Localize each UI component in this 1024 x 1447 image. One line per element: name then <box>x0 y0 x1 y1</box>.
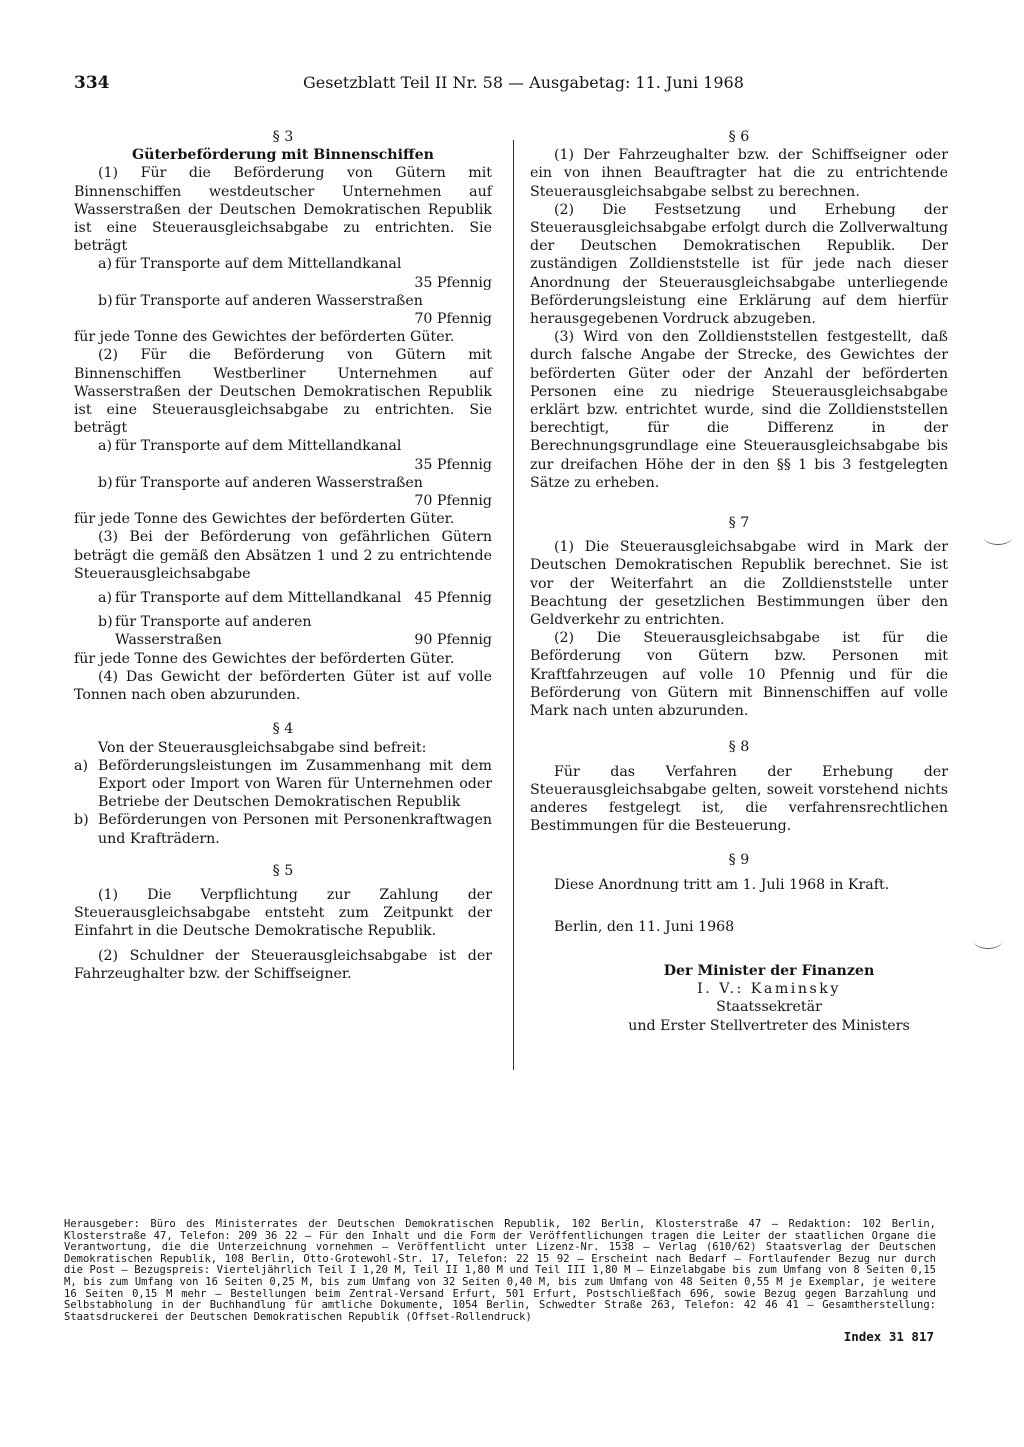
list-text: für Transporte auf anderen Wasserstraßen <box>115 614 312 649</box>
section-3-heading: Güterbeförderung mit Binnenschiffen <box>132 147 434 164</box>
page-header <box>74 73 954 99</box>
left-column <box>74 128 492 983</box>
section-3-para-2: (2) Für die Beförderung von Gütern mit Binnenschiffen Westberliner Unternehmen auf Wasserstraßen der Deutschen Demokratischen Republik ist eine Steuerausgleichsabgabe zu entrichten. Sie beträgt <box>74 347 492 437</box>
rate-value: 90 Pfennig <box>414 632 492 649</box>
list-text: Beförderungsleistungen im Zusammenhang mit dem Export oder Import von Waren für Unternehmen oder Betriebe der Deutschen Demokratischen Republik <box>98 757 492 811</box>
rate-value: 70 Pfennig <box>414 311 492 328</box>
section-3-para-3: (3) Bei der Beförderung von gefährlichen Gütern beträgt die gemäß den Absätzen 1 und 2 zu entrichtende Steuerausgleichsabgabe <box>74 529 492 582</box>
list-text: für Transporte auf dem Mittellandkanal <box>115 590 402 607</box>
signature-title: Staatssekretär <box>716 999 822 1016</box>
gazette-title: Gesetzblatt Teil II Nr. 58 — Ausgabetag: 11. Juni 1968 <box>303 73 744 92</box>
list-item <box>98 613 492 649</box>
rate-value: 35 Pfennig <box>414 274 492 291</box>
list-letter: b) <box>98 292 113 309</box>
list-letter: a) <box>98 590 112 607</box>
margin-mark <box>984 530 1012 545</box>
section-6-label: § 6 <box>728 129 750 145</box>
signature-title: und Erster Stellvertreter des Ministers <box>628 1017 910 1034</box>
list-letter: a) <box>98 256 112 273</box>
section-9-para-1: Diese Anordnung tritt am 1. Juli 1968 in Kraft. <box>554 876 890 893</box>
section-9-label: § 9 <box>728 852 750 869</box>
section-6-para-2: (2) Die Festsetzung und Erhebung der Steuerausgleichsabgabe erfolgt durch die Zollverwaltung der Deutschen Demokratischen Republik. Der zuständigen Zolldienststelle ist für jede nach dieser Anordnung der Steuerausgleichsabgabe unterliegende Beförderungsleistung eine Erklärung auf dem hierfür herausgegebenen Vordruck abzugeben. <box>530 201 948 328</box>
rate-value: 45 Pfennig <box>414 590 492 607</box>
rate-value: 70 Pfennig <box>414 493 492 510</box>
column-divider <box>513 140 514 1070</box>
section-3-para-4: (4) Das Gewicht der beförderten Güter ist auf volle Tonnen nach oben abzurunden. <box>74 668 492 704</box>
imprint-footer <box>64 1219 936 1323</box>
list-text: für Transporte auf anderen Wasserstraßen <box>115 292 423 309</box>
section-7-para-2: (2) Die Steuerausgleichsabgabe ist für die Beförderung von Gütern bzw. Personen mit Kraftfahrzeugen auf volle 10 Pfennig und für die Beförderung von Gütern mit Binnenschiffen auf volle Mark nach unten abzurunden. <box>530 630 948 720</box>
list-item <box>98 292 492 310</box>
section-8-label: § 8 <box>728 739 750 756</box>
section-3-para-1-tail: für jede Tonne des Gewichtes der beförderten Güter. <box>74 329 455 346</box>
list-letter: b) <box>98 614 113 631</box>
rate-value: 35 Pfennig <box>414 456 492 473</box>
date-line: Berlin, den 11. Juni 1968 <box>554 918 735 935</box>
signature-block <box>530 962 948 1035</box>
margin-mark <box>974 934 1002 949</box>
right-column <box>530 128 948 1035</box>
list-item <box>98 589 492 607</box>
index-number: Index 31 817 <box>843 1329 934 1344</box>
list-text: für Transporte auf dem Mittellandkanal <box>115 438 402 455</box>
section-3-para-1: (1) Für die Beförderung von Gütern mit Binnenschiffen westdeutscher Unternehmen auf Wasserstraßen der Deutschen Demokratischen Republik ist eine Steuerausgleichsabgabe zu entrichten. Sie beträgt <box>74 165 492 255</box>
section-5-para-1: (1) Die Verpflichtung zur Zahlung der Steuerausgleichsabgabe entsteht zum Zeitpunkt der Einfahrt in die Deutsche Demokratische Republik. <box>74 886 492 940</box>
list-text: für Transporte auf anderen Wasserstraßen <box>115 474 423 491</box>
list-letter: b) <box>98 474 113 491</box>
list-text: für Transporte auf dem Mittellandkanal <box>115 256 402 273</box>
imprint-text: Herausgeber: Büro des Ministerrates der Deutschen Demokratischen Republik, 102 Berlin, Klosterstraße 47 — Redaktion: 102 Berlin, Klosterstraße 47, Telefon: 209 36 22 — Für den Inhalt und die Form der Veröffentlichungen tragen die Leiter der staatlichen Organe die Verantwortung, die die Unterzeichnung vornehmen — Veröffentlicht unter Lizenz-Nr. 1538 — Verlag (610/62) Staatsverlag der Deutschen Demokratischen Republik, 108 Berlin, Otto-Grotewohl-Str. 17, Telefon: 22 15 92 — Erscheint nach Bedarf — Fortlaufender Bezug nur durch die Post — Bezugspreis: Vierteljährlich Teil I 1,20 M, Teil II 1,80 M und Teil III 1,80 M — Einzelabgabe bis zum Umfang von 8 Seiten 0,15 M, bis zum Umfang von 16 Seiten 0,25 M, bis zum Umfang von 32 Seiten 0,40 M, bis zum Umfang von 48 Seiten 0,55 M je Exemplar, je weitere 16 Seiten 0,15 M mehr — Bestellungen beim Zentral-Versand Erfurt, 501 Erfurt, Postschließfach 696, sowie Bezug gegen Barzahlung und Selbstabholung in der Buchhandlung für amtliche Dokumente, 1054 Berlin, Schwedter Straße 263, Telefon: 42 46 41 — Gesamtherstellung: Staatsdruckerei der Deutschen Demokratischen Republik (Offset-Rollendruck) <box>64 1218 936 1323</box>
section-6-para-3: (3) Wird von den Zolldienststellen festgestellt, daß durch falsche Angabe der Strecke, des Gewichtes der beförderten Güter oder der Anzahl der beförderten Personen eine zu niedrige Steuerausgleichsabgabe erklärt bzw. entrichtet wurde, sind die Zolldienststellen berechtigt, für die Differenz in der Berechnungsgrundlage eine Steuerausgleichsabgabe bis zur dreifachen Höhe der in den §§ 1 bis 3 festgelegten Sätze zu erheben. <box>530 329 948 491</box>
section-4-label: § 4 <box>272 721 294 738</box>
section-3-label: § 3 <box>272 129 294 145</box>
list-letter: a) <box>98 438 112 455</box>
section-7-para-1: (1) Die Steuerausgleichsabgabe wird in Mark der Deutschen Demokratischen Republik berechnet. Sie ist vor der Weiterfahrt an die Zolldienststelle unter Beachtung der gesetzlichen Bestimmungen über den Geldverkehr zu entrichten. <box>530 539 948 629</box>
section-5-label: § 5 <box>272 862 294 879</box>
list-text: Beförderungen von Personen mit Personenkraftwagen und Krafträdern. <box>98 812 492 847</box>
list-letter: b) <box>74 812 89 829</box>
section-6-para-1: (1) Der Fahrzeughalter bzw. der Schiffseigner oder ein von ihnen Beauftragter hat die zu entrichtende Steuerausgleichsabgabe selbst zu berechnen. <box>530 147 948 200</box>
section-3-para-2-tail: für jede Tonne des Gewichtes der beförderten Güter. <box>74 511 455 528</box>
section-5-para-2: (2) Schuldner der Steuerausgleichsabgabe ist der Fahrzeughalter bzw. der Schiffseigner. <box>74 947 492 982</box>
page-number: 334 <box>74 73 110 93</box>
list-letter: a) <box>74 757 88 774</box>
section-4-intro: Von der Steuerausgleichsabgabe sind befreit: <box>98 739 427 756</box>
list-item <box>98 437 492 455</box>
list-item <box>74 757 492 812</box>
section-8-para-1: Für das Verfahren der Erhebung der Steuerausgleichsabgabe gelten, soweit vorstehend nichts anderes festgelegt ist, die verfahrensrechtlichen Bestimmungen für die Besteuerung. <box>530 763 948 835</box>
section-3-para-3-tail: für jede Tonne des Gewichtes der beförderten Güter. <box>74 650 455 667</box>
list-item <box>74 811 492 847</box>
list-item <box>98 255 492 273</box>
signature-name: I. V.: Kaminsky <box>697 981 841 998</box>
list-item <box>98 474 492 492</box>
section-7-label: § 7 <box>728 515 750 532</box>
signature-office: Der Minister der Finanzen <box>663 962 875 979</box>
